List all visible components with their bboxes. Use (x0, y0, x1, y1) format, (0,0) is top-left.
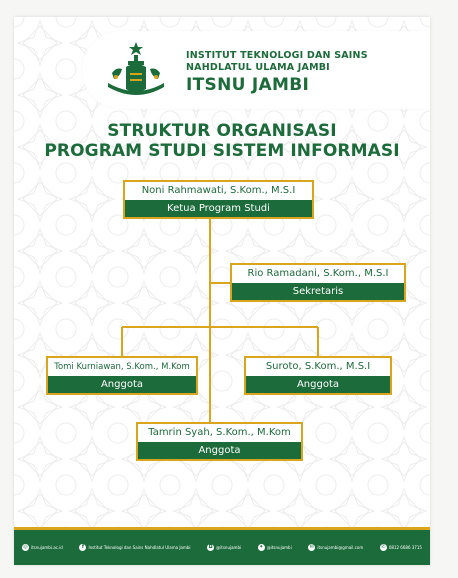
node-ketua-name: Noni Rahmawati, S.Kom., M.S.I (125, 182, 312, 200)
footer-email-text: itsnujambi@gmail.com (317, 545, 364, 550)
footer-instagram[interactable] (207, 544, 241, 551)
node-anggota-1-name: Tomi Kurniawan, S.Kom., M.Kom (48, 358, 196, 376)
institution-name-line1: INSTITUT TEKNOLOGI DAN SAINS (186, 50, 368, 61)
footer-website-text: itsnujambi.ac.id (31, 545, 63, 550)
mail-icon: ✉ (309, 544, 314, 550)
footer-instagram-text: @itsnujambi (216, 545, 242, 550)
twitter-icon: ✦ (259, 544, 264, 550)
node-anggota-2-name: Suroto, S.Kom., M.S.I (246, 358, 390, 376)
node-anggota-3 (136, 422, 303, 461)
node-anggota-1-role: Anggota (48, 376, 196, 394)
node-ketua (123, 180, 314, 219)
footer-email[interactable] (308, 544, 363, 551)
node-anggota-2 (244, 356, 392, 395)
node-sekretaris (230, 263, 406, 302)
footer-twitter[interactable] (258, 544, 292, 551)
node-ketua-role: Ketua Program Studi (125, 200, 312, 218)
institution-name-line2: NAHDLATUL ULAMA JAMBI (186, 62, 330, 73)
footer (14, 530, 430, 565)
instagram-icon: ◘ (208, 544, 213, 550)
globe-icon: ◎ (23, 544, 28, 550)
whatsapp-icon: ✆ (381, 544, 386, 550)
footer-whatsapp[interactable] (380, 544, 422, 551)
node-anggota-3-name: Tamrin Syah, S.Kom., M.Kom (138, 424, 301, 442)
footer-facebook[interactable] (79, 544, 190, 551)
institution-short-name: ITSNU JAMBI (186, 75, 310, 95)
title-line2: PROGRAM STUDI SISTEM INFORMASI (44, 141, 400, 161)
footer-facebook-text: Institut Teknologi dan Sains Nahdlatul Ulama Jambi (88, 545, 191, 550)
node-anggota-3-role: Anggota (138, 442, 301, 460)
node-sekretaris-role: Sekretaris (232, 283, 404, 301)
footer-whatsapp-text: 0812 6686 3715 (388, 545, 422, 550)
title-line1: STRUKTUR ORGANISASI (107, 121, 337, 141)
facebook-icon: f (79, 544, 86, 551)
poster (14, 17, 430, 565)
node-anggota-2-role: Anggota (246, 376, 390, 394)
footer-website[interactable] (22, 544, 63, 551)
node-anggota-1 (46, 356, 198, 395)
footer-twitter-text: @itsnujambi (266, 545, 292, 550)
node-sekretaris-name: Rio Ramadani, S.Kom., M.S.I (232, 265, 404, 283)
